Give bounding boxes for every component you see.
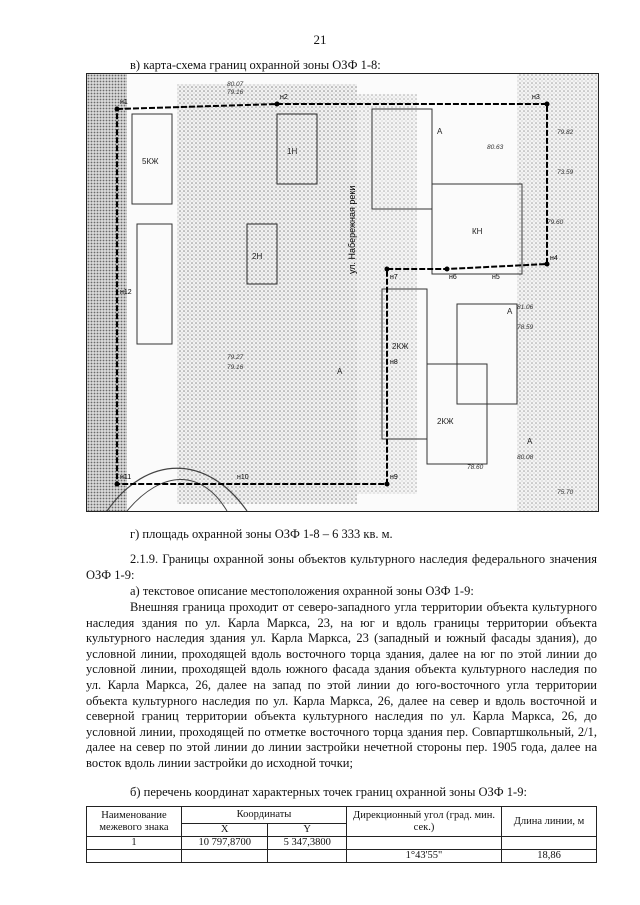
- subheading-a: а) текстовое описание местоположения охранной зоны ОЗФ 1-9:: [130, 584, 474, 598]
- page-number: 21: [313, 32, 327, 47]
- building-label: 2Н: [252, 252, 263, 261]
- section-heading: 2.1.9. Границы охранной зоны объектов культурного наследия федерального значения ОЗФ 1-9:: [86, 552, 597, 582]
- svg-text:73.59: 73.59: [557, 169, 574, 176]
- point-label: н6: [449, 274, 457, 281]
- svg-text:79.27: 79.27: [227, 354, 244, 361]
- header-x: X: [182, 824, 268, 837]
- map-mark: А: [507, 307, 513, 316]
- map-mark: А: [337, 367, 343, 376]
- point-label: н1: [120, 99, 128, 106]
- svg-text:78.59: 78.59: [517, 324, 534, 331]
- description-text: Внешняя граница проходит от северо-западного угла территории объекта культурного наследия здания по ул. Карла Маркса, 23, на юг и вдоль границы территории объекта культурного наследия здания ул. Карла Маркса, 23 (западный и южный фасады здания), до условной линии, проходящей вдоль восточного торца здания, далее на юг по этой линии до условной линии, проходящей вдоль южного фасада здания объекта культурного наследия по ул. Карла Маркса, 26, далее на запад по этой линии до юго-восточного угла территории объекта культурного наследия по ул. Карла Маркса, 26, далее на север и вдоль восточной и северной границ территории объекта культурного наследия по ул. Карла Маркса, 26, до условной линии, проходящей по отметке восточного торца здания пер. Совпартшкольный, 2/1, далее на север по этой линии до линии застройки нечетной стороны пер. 1905 года, далее на восток вдоль линии застройки до исходной точки;: [86, 600, 597, 770]
- svg-text:79.16: 79.16: [227, 364, 244, 371]
- svg-text:80.63: 80.63: [487, 144, 504, 151]
- map-mark: А: [437, 127, 443, 136]
- map-caption: в) карта-схема границ охранной зоны ОЗФ 1-8:: [130, 58, 381, 72]
- header-name: Наименование межевого знака: [87, 807, 182, 837]
- point-label: н12: [120, 289, 132, 296]
- svg-text:80.08: 80.08: [517, 454, 534, 461]
- map-mark: А: [527, 437, 533, 446]
- building-label: КН: [472, 227, 483, 236]
- point-label: н11: [120, 474, 132, 481]
- coordinates-table: [86, 806, 597, 863]
- elevation-label: 81.06: [517, 304, 534, 311]
- point-label: н3: [532, 94, 540, 101]
- building-label: 2КЖ: [437, 417, 454, 426]
- header-angle: Дирекционный угол (град. мин. сек.): [347, 807, 502, 837]
- header-length: Длина линии, м: [502, 807, 597, 837]
- hatched-area: [177, 84, 357, 504]
- point-label: н8: [390, 359, 398, 366]
- building-label: 5КЖ: [142, 157, 159, 166]
- street-label: ул. Набережная реки: [347, 185, 357, 274]
- point-label: н2: [280, 94, 288, 101]
- point-label: н10: [237, 474, 249, 481]
- point-label: н4: [550, 255, 558, 262]
- boundary-map: [86, 73, 599, 512]
- point-label: н5: [492, 274, 500, 281]
- svg-text:79.16: 79.16: [227, 89, 244, 96]
- building-label: 1Н: [287, 147, 298, 156]
- svg-text:78.60: 78.60: [467, 464, 484, 471]
- header-y: Y: [268, 824, 347, 837]
- point-label: н9: [390, 474, 398, 481]
- point-label: н7: [390, 274, 398, 281]
- svg-text:80.07: 80.07: [227, 81, 244, 88]
- table-row: 1°43'55" 18,86: [87, 850, 597, 863]
- svg-text:79.82: 79.82: [557, 129, 574, 136]
- building-label: 2КЖ: [392, 342, 409, 351]
- subheading-b: б) перечень координат характерных точек границ охранной зоны ОЗФ 1-9:: [130, 785, 527, 799]
- table-row: 1 10 797,8700 5 347,3800: [87, 837, 597, 850]
- header-coords: Координаты: [182, 807, 347, 824]
- svg-text:79.60: 79.60: [547, 219, 564, 226]
- area-text: г) площадь охранной зоны ОЗФ 1-8 – 6 333 кв. м.: [130, 527, 393, 541]
- svg-text:75.70: 75.70: [557, 489, 574, 496]
